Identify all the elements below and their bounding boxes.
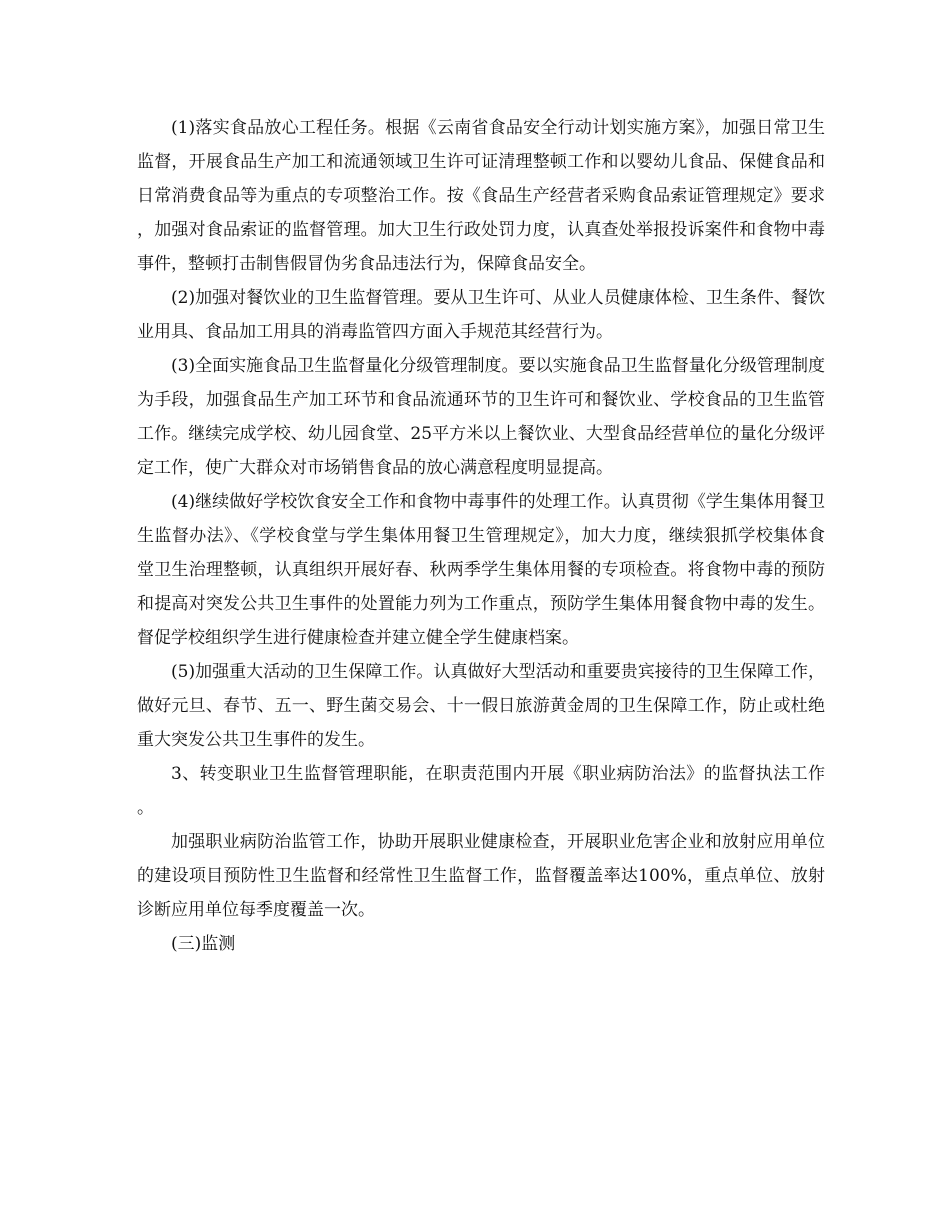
paragraph-quantified-grading: (3)全面实施食品卫生监督量化分级管理制度。要以实施食品卫生监督量化分级管理制度为手段，加强食品生产加工环节和食品流通环节的卫生许可和餐饮业、学校食品的卫生监管工作。继续完成学校、幼儿园食堂、25平方米以上餐饮业、大型食品经营单位的量化分级评定工作，使广大群众对市场销售食品的放心满意程度明显提高。: [137, 356, 825, 478]
paragraph-major-events: (5)加强重大活动的卫生保障工作。认真做好大型活动和重要贵宾接待的卫生保障工作，做好元旦、春节、五一、野生菌交易会、十一假日旅游黄金周的卫生保障工作，防止或杜绝重大突发公共卫生事件的发生。: [137, 662, 825, 750]
paragraph-catering-supervision: (2)加强对餐饮业的卫生监督管理。要从卫生许可、从业人员健康体检、卫生条件、餐饮业用具、食品加工用具的消毒监管四方面入手规范其经营行为。: [137, 288, 825, 342]
paragraph-school-food-safety: (4)继续做好学校饮食安全工作和食物中毒事件的处理工作。认真贯彻《学生集体用餐卫生监督办法》、《学校食堂与学生集体用餐卫生管理规定》，加大力度，继续狠抓学校集体食堂卫生治理整顿，认真组织开展好春、秋两季学生集体用餐的专项检查。将食物中毒的预防和提高对突发公共卫生事件的处置能力列为工作重点，预防学生集体用餐食物中毒的发生。督促学校组织学生进行健康检查并建立健全学生健康档案。: [137, 492, 825, 648]
paragraph-occupational-health-heading: 3、转变职业卫生监督管理职能，在职责范围内开展《职业病防治法》的监督执法工作。: [137, 764, 825, 818]
paragraph-occupational-health-body: 加强职业病防治监管工作，协助开展职业健康检查，开展职业危害企业和放射应用单位的建设项目预防性卫生监督和经常性卫生监督工作，监督覆盖率达100%，重点单位、放射诊断应用单位每季度覆盖一次。: [137, 832, 825, 920]
paragraph-food-assurance-project: (1)落实食品放心工程任务。根据《云南省食品安全行动计划实施方案》，加强日常卫生监督，开展食品生产加工和流通领域卫生许可证清理整顿工作和以婴幼儿食品、保健食品和日常消费食品等为重点的专项整治工作。按《食品生产经营者采购食品索证管理规定》要求，加强对食品索证的监督管理。加大卫生行政处罚力度，认真查处举报投诉案件和食物中毒事件，整顿打击制售假冒伪劣食品违法行为，保障食品安全。: [137, 118, 825, 274]
document-body: [137, 111, 825, 961]
section-heading-monitoring: (三)监测: [171, 934, 236, 954]
